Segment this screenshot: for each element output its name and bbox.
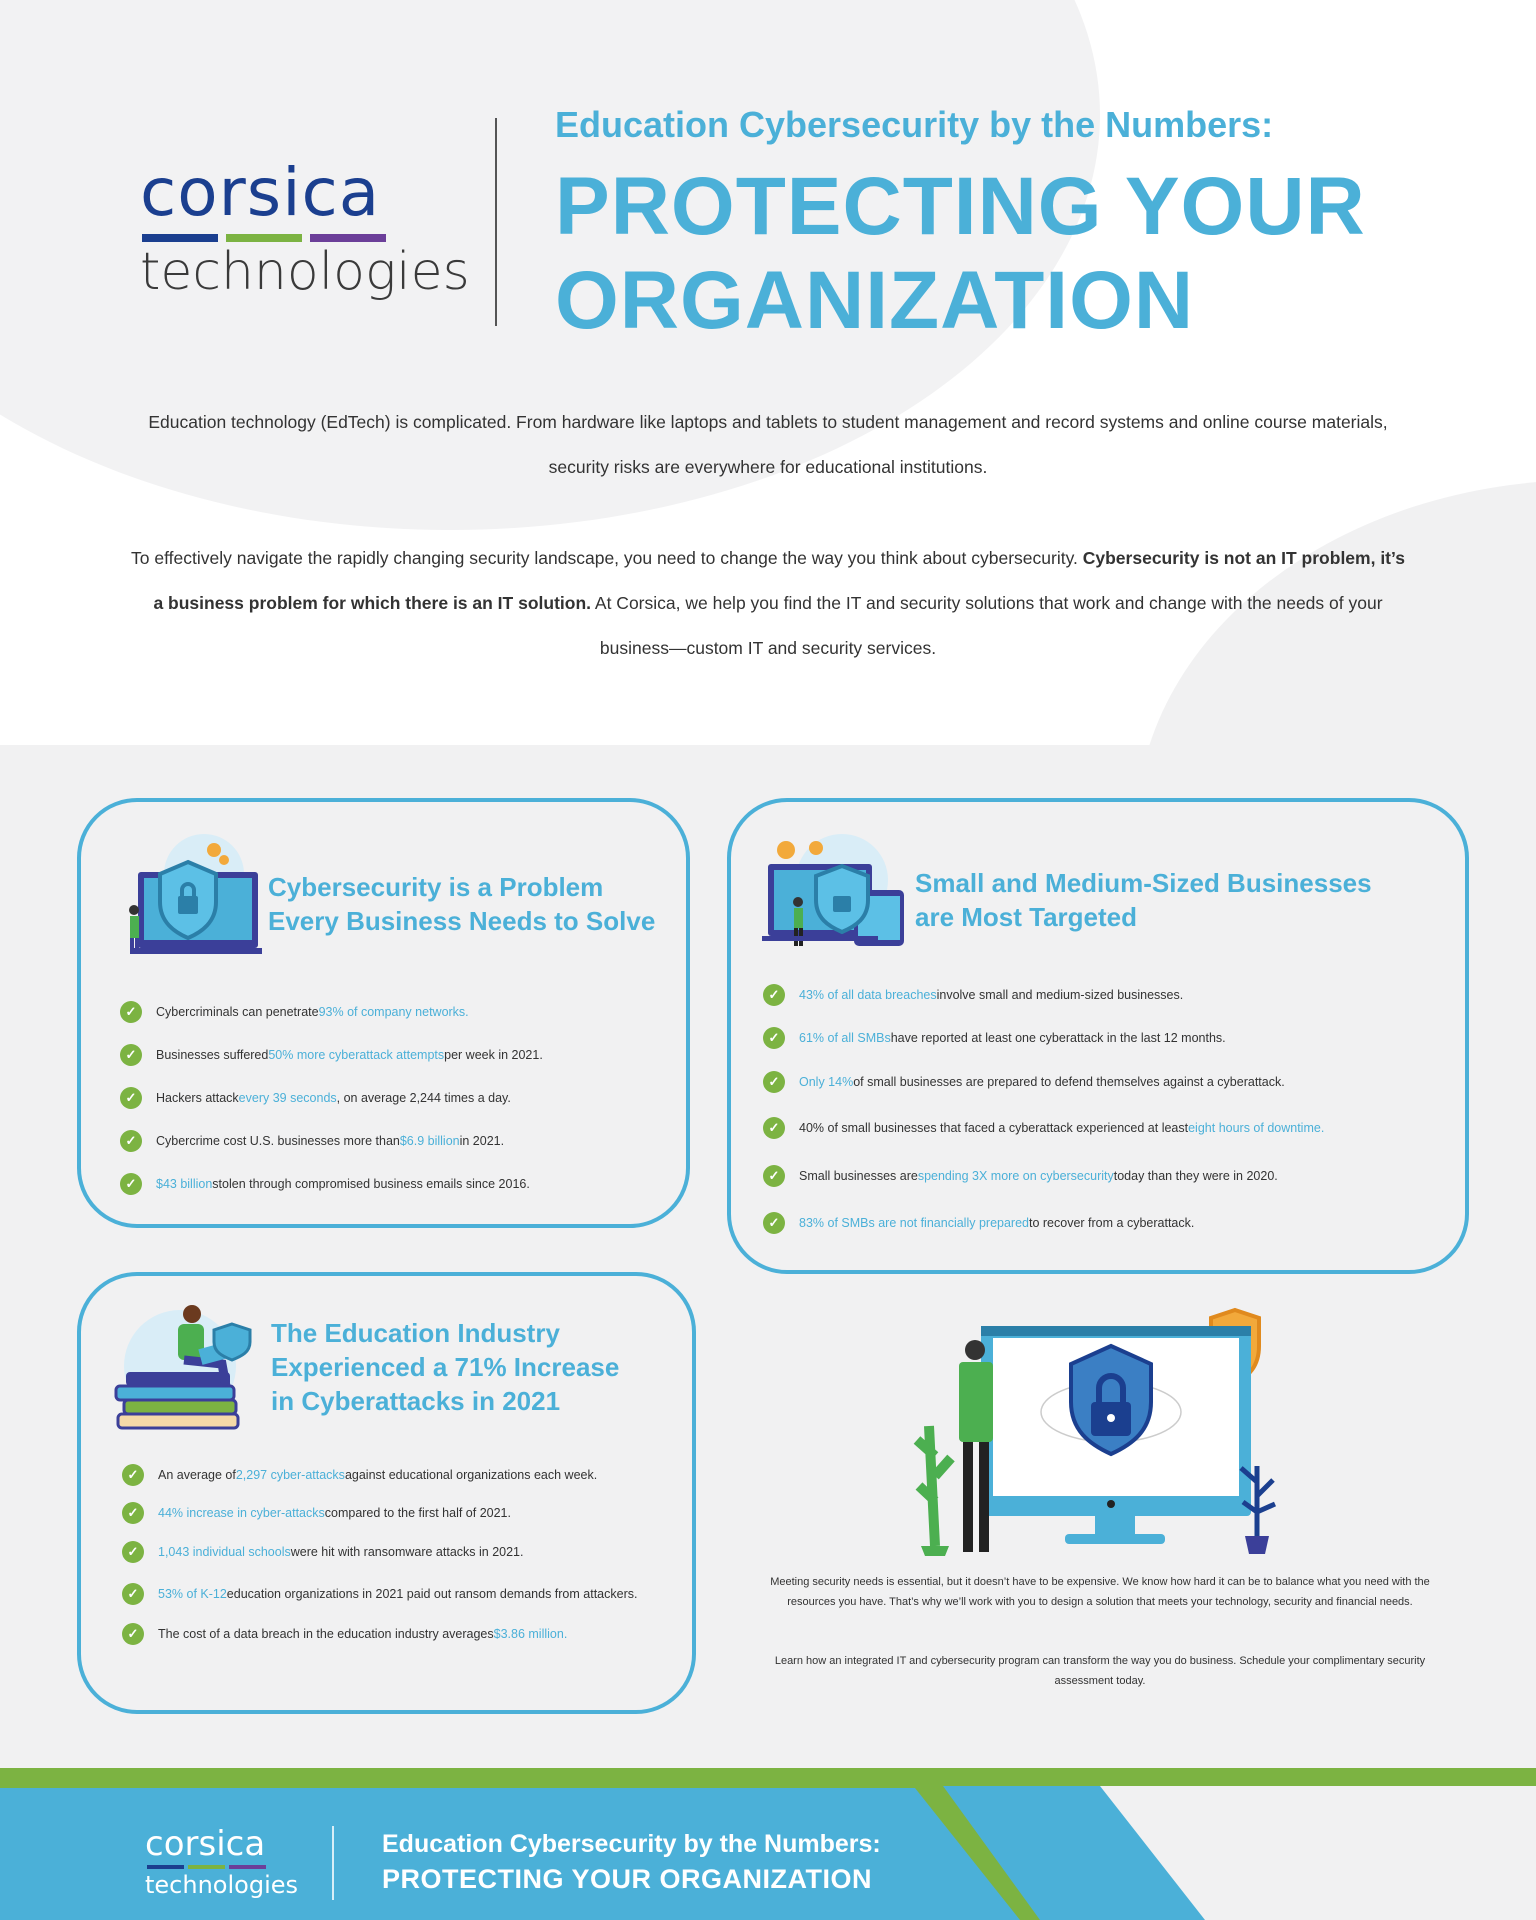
- books-icon: [112, 1302, 262, 1442]
- header-divider: [495, 118, 497, 326]
- card2-title: Small and Medium-Sized Businesses are Most Targeted: [915, 868, 1372, 932]
- footer-title: PROTECTING YOUR ORGANIZATION: [382, 1864, 873, 1894]
- intro-paragraph-1: Education technology (EdTech) is complicated. From hardware like laptops and tablets to student management and record systems and online course materials, security risks are everywhere for educational institutions.: [148, 412, 1388, 477]
- check-icon: ✓: [120, 1087, 142, 1109]
- footer-subtitle: Education Cybersecurity by the Numbers:: [382, 1830, 881, 1858]
- list-item: ✓ Businesses suffered 50% more cyberattack attempts per week in 2021.: [120, 1033, 660, 1076]
- closing-paragraph-2: Learn how an integrated IT and cybersecurity program can transform the way you do business. Schedule your complimentary security assessment today.: [774, 1655, 1426, 1687]
- page-title: [555, 160, 1366, 348]
- check-icon: ✓: [120, 1173, 142, 1195]
- list-item: ✓ Cybercrime cost U.S. businesses more than $6.9 billion in 2021.: [120, 1119, 660, 1162]
- list-item: ✓ Cybercriminals can penetrate 93% of company networks.: [120, 990, 660, 1033]
- intro-paragraph-2: To effectively navigate the rapidly changing security landscape, you need to change the way you think about cybersecurity. Cybersecurity is not an IT problem, it’s a business problem for which there is an IT solution. At Corsica, we help you find the IT and security solutions that work and change with the needs of your business—custom IT and security services.: [131, 548, 1405, 658]
- list-item: ✓ 1,043 individual schools were hit with ransomware attacks in 2021.: [122, 1531, 682, 1573]
- footer-logo[interactable]: corsica technologies: [145, 1824, 298, 1899]
- card2-stat-list: [763, 974, 1443, 1244]
- card1-stat-list: [120, 990, 660, 1205]
- check-icon: ✓: [120, 1044, 142, 1066]
- shield-lock-icon: [762, 830, 907, 960]
- check-icon: ✓: [122, 1502, 144, 1524]
- page-title-line2: ORGANIZATION: [555, 255, 1195, 346]
- list-item: ✓ $43 billion stolen through compromised business emails since 2016.: [120, 1162, 660, 1205]
- card3-stat-list: [122, 1456, 682, 1654]
- check-icon: ✓: [763, 984, 785, 1006]
- card3-title: The Education Industry Experienced a 71% Increase in Cyberattacks in 2021: [271, 1318, 620, 1416]
- list-item: ✓ Small businesses are spending 3X more on cybersecurity today than they were in 2020.: [763, 1151, 1443, 1201]
- monitor-icon: [905, 1306, 1305, 1556]
- logo-word-corsica: corsica: [140, 154, 381, 231]
- devices-shield-illustration: [762, 830, 907, 960]
- security-monitor-illustration: [905, 1306, 1305, 1556]
- list-item: ✓ 61% of all SMBs have reported at least one cyberattack in the last 12 months.: [763, 1016, 1443, 1059]
- list-item: ✓ Only 14% of small businesses are prepared to defend themselves against a cyberattack.: [763, 1059, 1443, 1105]
- page-title-line1: PROTECTING YOUR: [555, 161, 1366, 252]
- header-subtitle: Education Cybersecurity by the Numbers:: [555, 104, 1274, 145]
- check-icon: ✓: [122, 1541, 144, 1563]
- logo-color-bars: [142, 234, 460, 242]
- list-item: ✓ The cost of a data breach in the education industry averages $3.86 million.: [122, 1614, 682, 1654]
- list-item: ✓ 53% of K-12 education organizations in 2021 paid out ransom demands from attackers.: [122, 1573, 682, 1614]
- list-item: ✓ 83% of SMBs are not financially prepared to recover from a cyberattack.: [763, 1201, 1443, 1244]
- check-icon: ✓: [763, 1117, 785, 1139]
- card1-title: Cybersecurity is a Problem Every Business Needs to Solve: [268, 872, 656, 936]
- list-item: ✓ 40% of small businesses that faced a cyberattack experienced at least eight hours of downtime.: [763, 1105, 1443, 1151]
- check-icon: ✓: [120, 1001, 142, 1023]
- check-icon: ✓: [763, 1212, 785, 1234]
- shield-lock-icon: [122, 832, 262, 962]
- check-icon: ✓: [122, 1583, 144, 1605]
- footer-green-band: [0, 1768, 1536, 1786]
- list-item: ✓ Hackers attack every 39 seconds , on average 2,244 times a day.: [120, 1076, 660, 1119]
- check-icon: ✓: [763, 1027, 785, 1049]
- check-icon: ✓: [122, 1623, 144, 1645]
- closing-paragraph-1: Meeting security needs is essential, but it doesn’t have to be expensive. We know how hard it can be to balance what you need with the resources you have. That’s why we’ll work with you to design a solution that meets your technology, security and financial needs.: [770, 1576, 1430, 1608]
- footer-divider: [332, 1826, 334, 1900]
- check-icon: ✓: [763, 1165, 785, 1187]
- books-person-illustration: [112, 1302, 262, 1442]
- laptop-shield-illustration: [122, 832, 262, 962]
- corsica-logo[interactable]: [140, 154, 470, 302]
- list-item: ✓ 44% increase in cyber-attacks compared to the first half of 2021.: [122, 1494, 682, 1531]
- intro-emphasis: Cybersecurity is not an IT problem, it’s a business problem for which there is an IT solution.: [153, 548, 1405, 613]
- check-icon: ✓: [122, 1464, 144, 1486]
- check-icon: ✓: [120, 1130, 142, 1152]
- logo-word-technologies: technologies: [140, 242, 470, 302]
- list-item: ✓ 43% of all data breaches involve small and medium-sized businesses.: [763, 974, 1443, 1016]
- list-item: ✓ An average of 2,297 cyber-attacks against educational organizations each week.: [122, 1456, 682, 1494]
- check-icon: ✓: [763, 1071, 785, 1093]
